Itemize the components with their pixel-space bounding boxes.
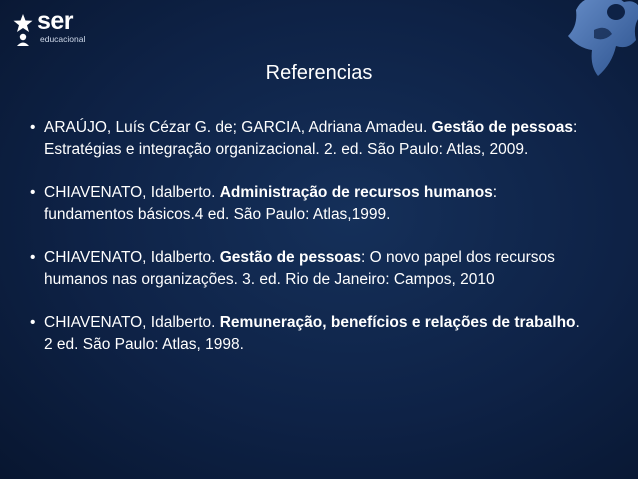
reference-list xyxy=(30,117,590,377)
ser-educacional-logo xyxy=(12,7,102,51)
bullet-icon: • xyxy=(30,119,36,136)
star-person-logo-icon xyxy=(12,13,34,47)
reference-text: ARAÚJO, Luís Cézar G. de; GARCIA, Adriana Amadeu. xyxy=(44,119,432,136)
reference-details: : fundamentos básicos.4 ed. São Paulo: Atlas,1999. xyxy=(44,184,498,223)
reference-item xyxy=(30,247,590,291)
reference-details: . 2 ed. São Paulo: Atlas, 1998. xyxy=(44,314,580,353)
slide-title: Referencias xyxy=(265,62,373,84)
logo-wordmark: ser xyxy=(37,7,74,35)
bullet-icon: • xyxy=(30,249,36,266)
reference-details: : Estratégias e integração organizacional. 2. ed. São Paulo: Atlas, 2009. xyxy=(44,119,578,158)
reference-book-title: Gestão de pessoas xyxy=(219,249,362,266)
reference-book-title: Gestão de pessoas xyxy=(431,119,573,136)
bullet-icon: • xyxy=(30,184,36,201)
reference-text: CHIAVENATO, Idalberto. xyxy=(44,314,220,331)
reference-item xyxy=(30,182,590,226)
reference-item xyxy=(30,117,590,161)
reference-book-title: Administração de recursos humanos xyxy=(219,184,493,201)
reference-item xyxy=(30,312,590,356)
reference-text: CHIAVENATO, Idalberto. xyxy=(44,184,220,201)
reference-text: CHIAVENATO, Idalberto. xyxy=(44,249,220,266)
bullet-icon: • xyxy=(30,314,36,331)
logo-subtitle: educacional xyxy=(40,34,86,44)
reference-details: : O novo papel dos recursos humanos nas organizações. 3. ed. Rio de Janeiro: Campos, 2010 xyxy=(44,249,555,288)
reference-book-title: Remuneração, benefícios e relações de trabalho xyxy=(219,314,576,331)
